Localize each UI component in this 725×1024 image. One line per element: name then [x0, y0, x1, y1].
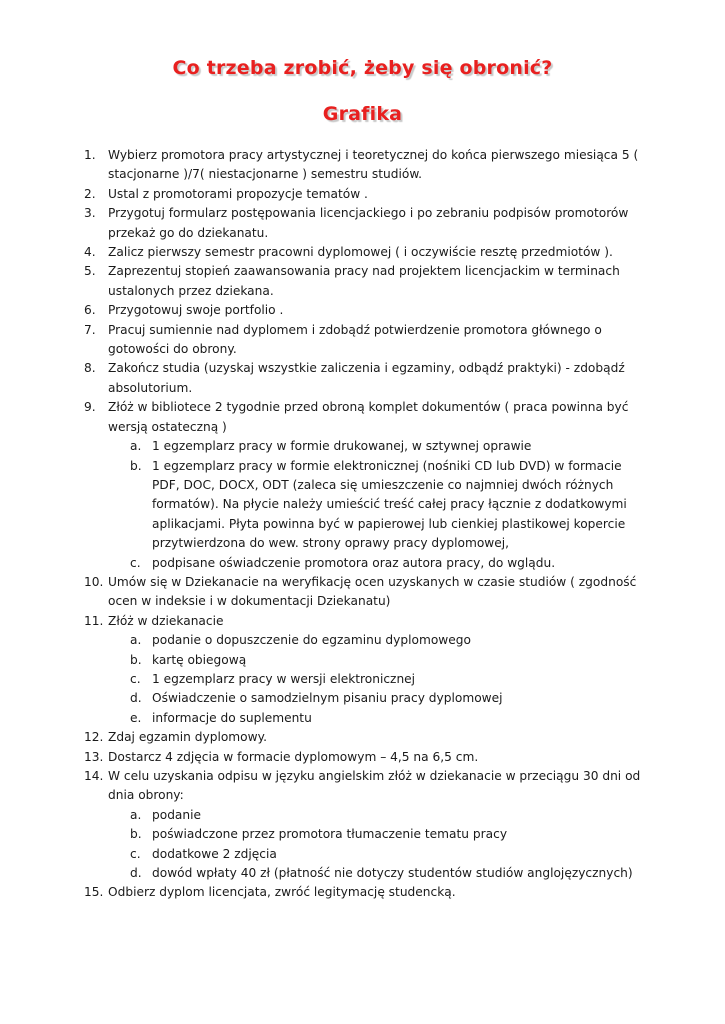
list-item-text: Ustal z promotorami propozycje tematów . [108, 186, 368, 201]
list-item-number: 5. [84, 264, 96, 279]
sub-list-item-number: c. [130, 846, 141, 861]
sub-list-item-text: Oświadczenie o samodzielnym pisaniu pracy dyplomowej [152, 691, 503, 706]
sub-list-item-text: dowód wpłaty 40 zł (płatność nie dotyczy studentów studiów anglojęzycznych) [152, 866, 633, 881]
list-item [0, 146, 725, 185]
list-item-number: 11. [84, 613, 104, 628]
list-item-text: Złóż w bibliotece 2 tygodnie przed obroną komplet dokumentów ( praca powinna być wersją ostateczną ) [108, 400, 629, 434]
list-item [0, 883, 725, 902]
sub-list-item-number: d. [130, 691, 142, 706]
sub-list-item [0, 457, 725, 554]
list-item-number: 15. [84, 885, 104, 900]
list-item-text: Wybierz promotora pracy artystycznej i teoretycznej do końca pierwszego miesiąca 5 ( stacjonarne )/7( niestacjonarne ) semestru studiów. [108, 148, 639, 182]
list-item [0, 185, 725, 204]
sub-list-item [0, 806, 725, 825]
sub-list-item [0, 864, 725, 883]
list-item-number: 14. [84, 769, 104, 783]
list-item-text: Zaprezentuj stopień zaawansowania pracy nad projektem licencjackim w terminach ustalonych przez dziekana. [108, 264, 620, 298]
list-item-text: Pracuj sumiennie nad dyplomem i zdobądź potwierdzenie promotora głównego o gotowości do obrony. [108, 322, 602, 357]
sub-list-item [0, 825, 725, 844]
list-item [0, 573, 725, 612]
sub-list-item-number: e. [130, 710, 142, 725]
list-item-text: Umów się w Dziekanacie na weryfikację ocen uzyskanych w czasie studiów ( zgodność ocen w indeksie i w dokumentacji Dziekanatu) [108, 574, 637, 609]
sub-list-item-text: 1 egzemplarz pracy w formie drukowanej, w sztywnej oprawie [152, 439, 532, 454]
sub-list-item [0, 631, 725, 650]
list-item-number: 9. [84, 400, 96, 415]
list-item-number: 4. [84, 245, 96, 260]
sub-list-item-number: b. [130, 458, 142, 473]
list-item-number: 7. [84, 322, 96, 337]
sub-list-item [0, 651, 725, 670]
list-item-number: 1. [84, 148, 96, 162]
list-item [0, 748, 725, 767]
sub-list-item-text: podpisane oświadczenie promotora oraz autora pracy, do wglądu. [152, 555, 556, 570]
list-item [0, 612, 725, 631]
list-item-number: 8. [84, 361, 96, 376]
list-item-number: 12. [84, 730, 104, 745]
list-item-text: Przygotowuj swoje portfolio . [108, 303, 284, 318]
sub-list-item-number: a. [130, 439, 142, 454]
list-item-number: 10. [84, 574, 104, 589]
list-item-number: 6. [84, 303, 96, 318]
sub-list-item [0, 689, 725, 708]
list-item [0, 243, 725, 262]
list-item-text: Zalicz pierwszy semestr pracowni dyplomowej ( i oczywiście resztę przedmiotów ). [108, 245, 613, 260]
list-item-text: Dostarcz 4 zdjęcia w formacie dyplomowym – 4,5 na 6,5 cm. [108, 749, 479, 764]
sub-list-item-text: poświadczone przez promotora tłumaczenie tematu pracy [152, 827, 508, 842]
list-item-number: 13. [84, 749, 104, 764]
list-item-text: Zakończ studia (uzyskaj wszystkie zaliczenia i egzaminy, odbądź praktyki) - zdobądź absolutorium. [108, 361, 625, 395]
page-subtitle: Grafika [322, 103, 403, 125]
sub-list-item [0, 554, 725, 573]
sub-list-item-text: kartę obiegową [152, 652, 247, 667]
list-item [0, 359, 725, 398]
sub-list-item-number: a. [130, 807, 142, 822]
sub-list-item-text: 1 egzemplarz pracy w wersji elektronicznej [152, 671, 416, 686]
sub-list-item-number: d. [130, 866, 142, 881]
list-item [0, 398, 725, 437]
page-title: Co trzeba zrobić, żeby się obronić? [172, 57, 553, 79]
list-item [0, 728, 725, 747]
sub-list-item-number: b. [130, 652, 142, 667]
list-item-text: Przygotuj formularz postępowania licencjackiego i po zebraniu podpisów promotorów przekaż go do dziekanatu. [108, 206, 629, 240]
sub-list-item-text: 1 egzemplarz pracy w formie elektronicznej (nośniki CD lub DVD) w formacie PDF, DOC, DOCX, ODT (zaleca się umieszczenie co najmniej dwóch różnych formatów). Na płycie należy umieścić treść całej pracy łącznie z dodatkowymi aplikacjami. Płyta powinna być w papierowej lub cienkiej plastikowej kopercie przytwierdzona do wew. strony oprawy pracy dyplomowej, [152, 458, 627, 551]
steps-list [0, 146, 725, 903]
list-item [0, 767, 725, 806]
sub-list-item [0, 709, 725, 728]
sub-list-item [0, 437, 725, 456]
list-item [0, 301, 725, 320]
list-item [0, 321, 725, 360]
sub-list-item-number: a. [130, 633, 142, 648]
sub-list-item-text: podanie o dopuszczenie do egzaminu dyplomowego [152, 633, 471, 648]
list-item-text: Złóż w dziekanacie [108, 613, 224, 628]
list-item-text: Odbierz dyplom licencjata, zwróć legitymację studencką. [108, 885, 456, 900]
sub-list-item-number: c. [130, 555, 141, 570]
sub-list-item-text: informacje do suplementu [152, 710, 312, 725]
sub-list-item-text: podanie [152, 807, 202, 822]
sub-list-item-number: b. [130, 827, 142, 842]
list-item-text: W celu uzyskania odpisu w języku angielskim złóż w dziekanacie w przeciągu 30 dni od dnia obrony: [108, 769, 641, 803]
sub-list-item [0, 845, 725, 864]
list-item-text: Zdaj egzamin dyplomowy. [108, 730, 267, 745]
list-item [0, 262, 725, 301]
sub-list-item-number: c. [130, 671, 141, 686]
sub-list-item-text: dodatkowe 2 zdjęcia [152, 846, 277, 861]
list-item [0, 204, 725, 243]
list-item-number: 3. [84, 206, 96, 221]
sub-list-item [0, 670, 725, 689]
list-item-number: 2. [84, 186, 96, 201]
